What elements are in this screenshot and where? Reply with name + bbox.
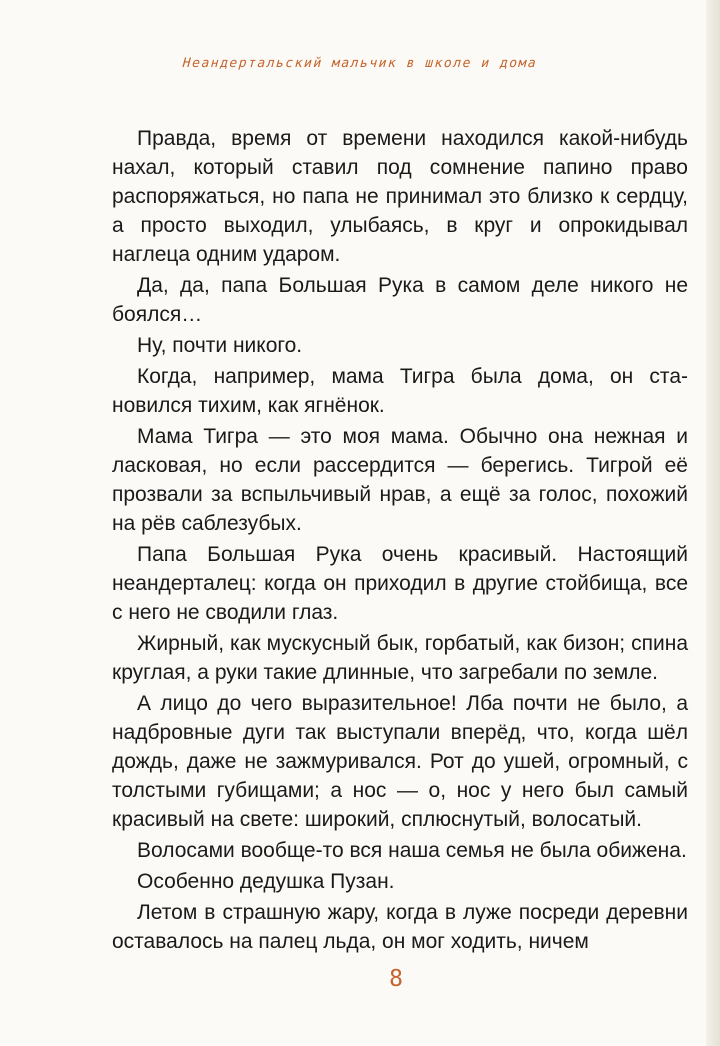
paragraph: Когда, например, мама Тигра была дома, он становился тихим, как ягнёнок. [112,365,688,417]
paragraph: Папа Большая Рука очень красивый. Настоящий неандерталец: когда он приходил в другие стойбища, все с него не сводили глаз. [112,543,688,624]
paragraph: Волосами вообще-то вся наша семья не была обижена. [137,839,687,862]
page-edge [706,0,720,1046]
paragraph: Мама Тигра — это моя мама. Обычно она нежная и ласковая, но если рассердится — берегись. Тигрой её прозвали за вспыльчивый нрав, а ещё за голос, похожий на рёв саблезубых. [112,425,688,535]
paragraph: Да, да, папа Большая Рука в самом деле никого не боялся… [112,274,688,326]
paragraph: А лицо до чего выразительное! Лба почти не было, а надбровные дуги так выступали вперёд, что, когда шёл дождь, даже не зажмуривался. Рот до ушей, огромный, с толстыми губищами; а нос — о, нос у него был самый красивый на свете: широкий, сплюснутый, волосатый. [112,692,688,831]
page-number: 8 [389,966,403,992]
paragraph: Жирный, как мускусный бык, горбатый, как бизон; спина круглая, а руки такие длинные, что загребали по земле. [112,632,688,684]
paragraph: Ну, почти никого. [137,334,303,357]
paragraph: Особенно дедушка Пузан. [137,870,395,893]
paragraph: Летом в страшную жару, когда в луже посреди деревни оставалось на палец льда, он мог ходить, ничем [112,901,688,953]
running-header: Неандертальский мальчик в школе и дома [182,56,538,71]
body-text [112,124,688,956]
paragraph: Правда, время от времени находился какой-нибудь нахал, который ставил под сомнение папино право распоряжаться, но папа не принимал это близко к сердцу, а просто выходил, улыбаясь, в круг и опрокидывал наглеца одним ударом. [112,127,688,266]
